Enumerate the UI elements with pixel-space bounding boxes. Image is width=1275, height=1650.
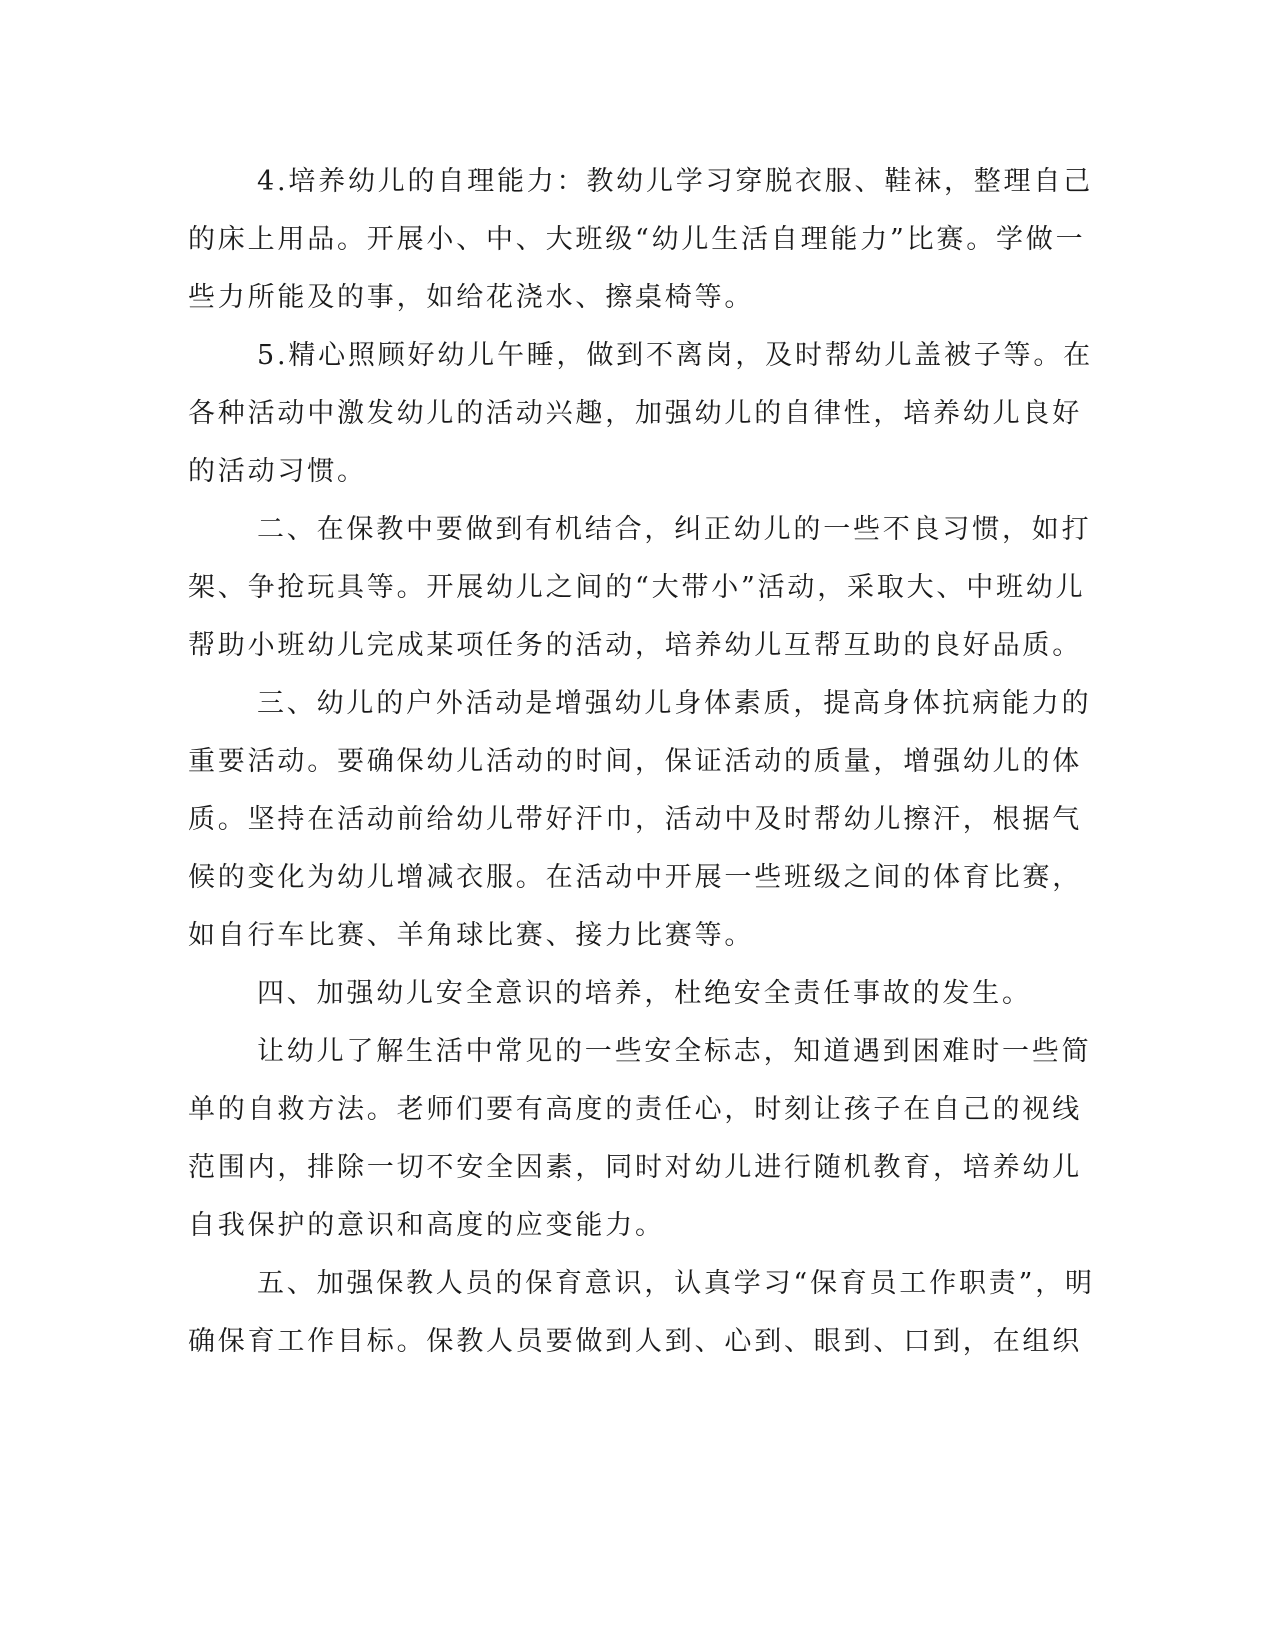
text-line: 三、幼儿的户外活动是增强幼儿身体素质，提高身体抗病能力的 bbox=[257, 688, 1092, 719]
text-line: 二、在保教中要做到有机结合，纠正幼儿的一些不良习惯，如打 bbox=[257, 514, 1092, 545]
text-line: 四、加强幼儿安全意识的培养，杜绝安全责任事故的发生。 bbox=[257, 978, 1032, 1009]
text-line: 帮助小班幼儿完成某项任务的活动，培养幼儿互帮互助的良好品质。 bbox=[188, 630, 1082, 661]
text-line: 让幼儿了解生活中常见的一些安全标志，知道遇到困难时一些简 bbox=[257, 1036, 1092, 1067]
text-line: 单的自救方法。老师们要有高度的责任心，时刻让孩子在自己的视线 bbox=[188, 1094, 1082, 1125]
text-line: 五、加强保教人员的保育意识，认真学习“保育员工作职责”，明 bbox=[257, 1268, 1095, 1299]
text-line: 4.培养幼儿的自理能力：教幼儿学习穿脱衣服、鞋袜，整理自己 bbox=[257, 166, 1093, 197]
text-line: 的床上用品。开展小、中、大班级“幼儿生活自理能力”比赛。学做一 bbox=[188, 224, 1086, 255]
text-line: 质。坚持在活动前给幼儿带好汗巾，活动中及时帮幼儿擦汗，根据气 bbox=[188, 804, 1082, 835]
text-line: 确保育工作目标。保教人员要做到人到、心到、眼到、口到，在组织 bbox=[188, 1326, 1082, 1357]
text-line: 自我保护的意识和高度的应变能力。 bbox=[188, 1210, 665, 1241]
text-line: 范围内，排除一切不安全因素，同时对幼儿进行随机教育，培养幼儿 bbox=[188, 1152, 1082, 1183]
text-line: 重要活动。要确保幼儿活动的时间，保证活动的质量，增强幼儿的体 bbox=[188, 746, 1082, 777]
text-line: 各种活动中激发幼儿的活动兴趣，加强幼儿的自律性，培养幼儿良好 bbox=[188, 398, 1082, 429]
text-line: 的活动习惯。 bbox=[188, 456, 367, 487]
text-line: 如自行车比赛、羊角球比赛、接力比赛等。 bbox=[188, 920, 755, 951]
text-line: 候的变化为幼儿增减衣服。在活动中开展一些班级之间的体育比赛， bbox=[188, 862, 1082, 893]
text-line: 些力所能及的事，如给花浇水、擦桌椅等。 bbox=[188, 282, 755, 313]
text-line: 5.精心照顾好幼儿午睡，做到不离岗，及时帮幼儿盖被子等。在 bbox=[257, 340, 1093, 371]
text-line: 架、争抢玩具等。开展幼儿之间的“大带小”活动，采取大、中班幼儿 bbox=[188, 572, 1086, 603]
